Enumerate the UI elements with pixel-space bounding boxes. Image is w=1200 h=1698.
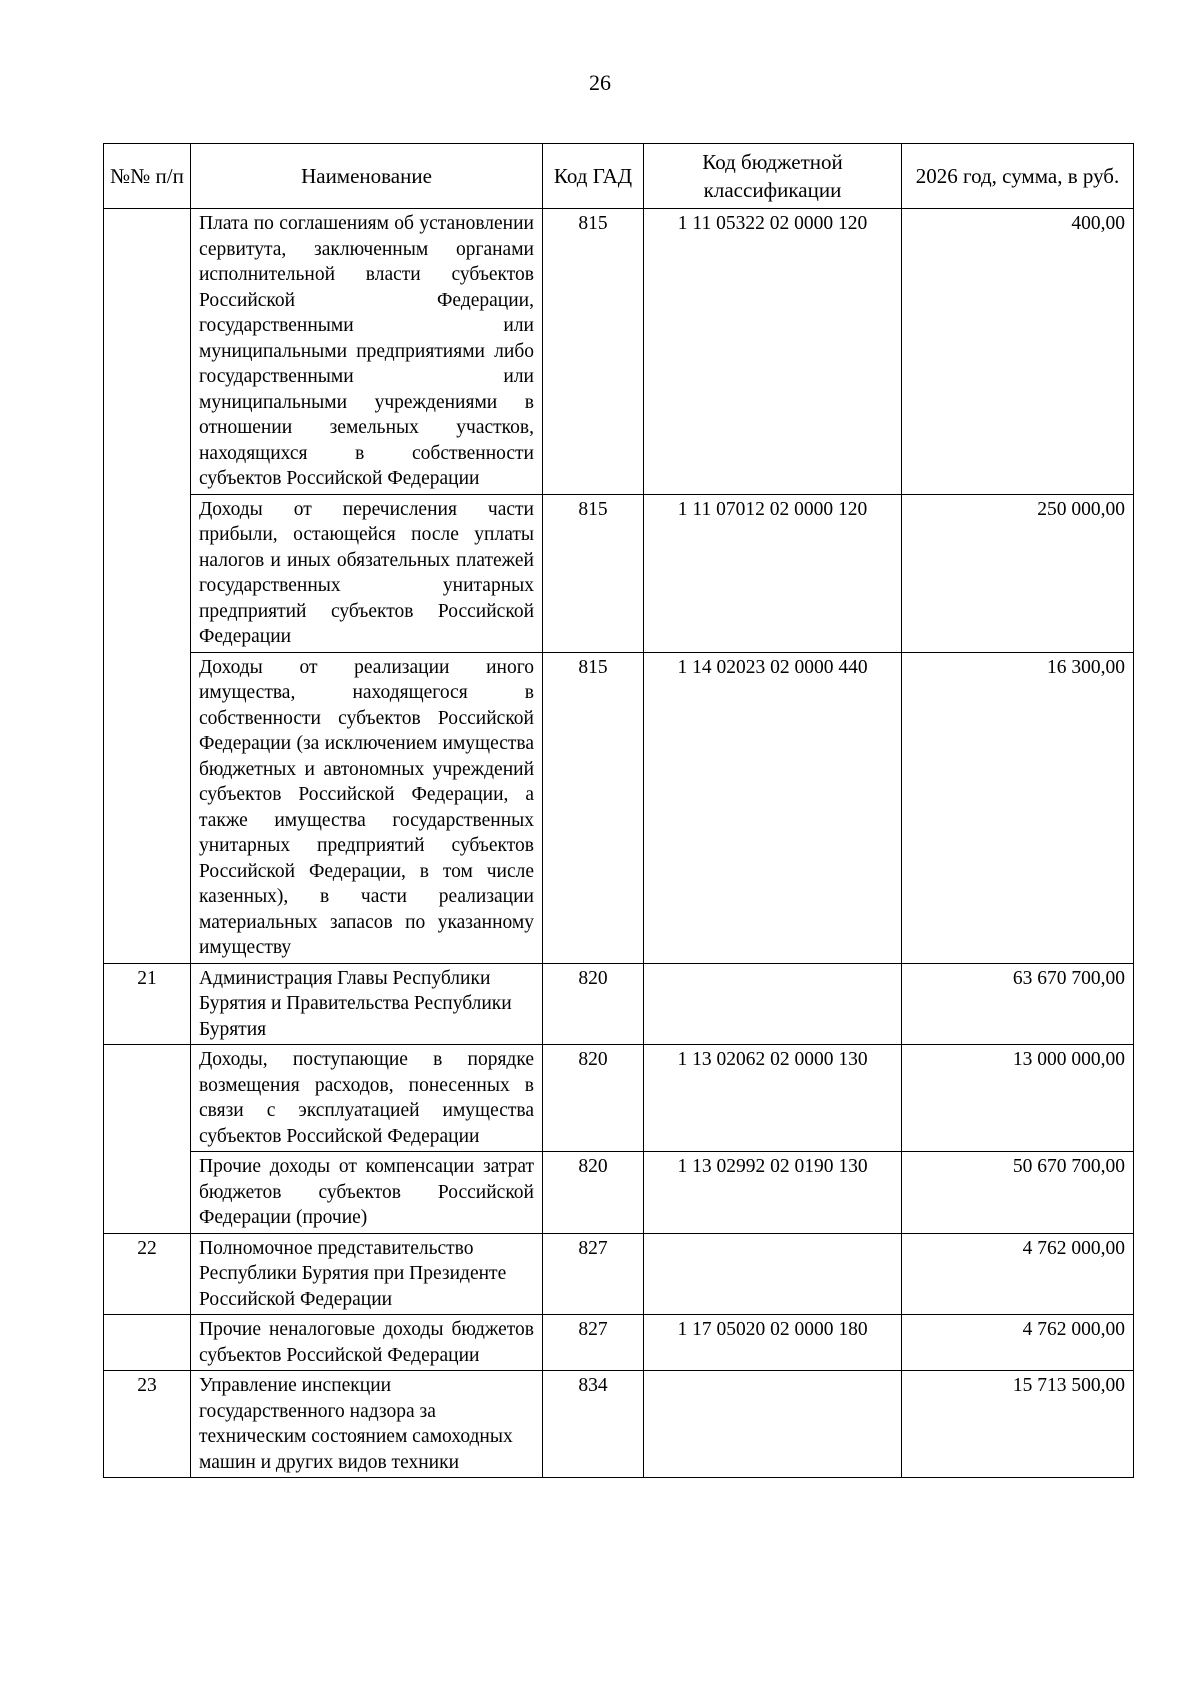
row-kbk [644,1371,902,1478]
row-kbk [644,1233,902,1315]
row-num [104,494,191,652]
row-kbk: 1 14 02023 02 0000 440 [644,652,902,963]
row-sum: 13 000 000,00 [902,1045,1134,1152]
row-name: Доходы, поступающие в порядке возмещения расходов, понесенных в связи с эксплуатацией имущества субъектов Российской Федерации [191,1045,543,1152]
table-row [104,1315,1134,1371]
row-name: Плата по соглашениям об установлении сервитута, заключенным органами исполнительной власти субъектов Российской Федерации, государственными или муниципальными предприятиями либо государственными или муниципальными учреждениями в отношении земельных участков, находящихся в собственности субъектов Российской Федерации [191,209,543,495]
row-sum: 250 000,00 [902,494,1134,652]
row-gad: 834 [543,1371,644,1478]
row-sum: 16 300,00 [902,652,1134,963]
table-row [104,963,1134,1045]
row-gad: 827 [543,1233,644,1315]
table-row [104,1233,1134,1315]
row-gad: 820 [543,1045,644,1152]
row-num: 23 [104,1371,191,1478]
row-gad: 820 [543,963,644,1045]
header-kbk: Код бюджетной классификации [644,144,902,209]
row-name: Администрация Главы Республики Бурятия и Правительства Республики Бурятия [191,963,543,1045]
row-kbk: 1 17 05020 02 0000 180 [644,1315,902,1371]
row-name: Прочие доходы от компенсации затрат бюджетов субъектов Российской Федерации (прочие) [191,1152,543,1234]
table-row [104,1371,1134,1478]
row-kbk [644,963,902,1045]
table-row [104,494,1134,652]
row-name: Прочие неналоговые доходы бюджетов субъектов Российской Федерации [191,1315,543,1371]
row-sum: 50 670 700,00 [902,1152,1134,1234]
row-kbk: 1 11 07012 02 0000 120 [644,494,902,652]
table-header-row [104,144,1134,209]
row-num [104,209,191,495]
page-number: 26 [589,70,611,95]
row-sum: 4 762 000,00 [902,1315,1134,1371]
row-num [104,1045,191,1152]
revenue-table [103,143,1134,1478]
row-kbk: 1 11 05322 02 0000 120 [644,209,902,495]
row-name: Управление инспекции государственного надзора за техническим состоянием самоходных машин и других видов техники [191,1371,543,1478]
header-sum: 2026 год, сумма, в руб. [902,144,1134,209]
row-name: Доходы от реализации иного имущества, находящегося в собственности субъектов Российской Федерации (за исключением имущества бюджетных и автономных учреждений субъектов Российской Федерации, а также имущества государственных унитарных предприятий субъектов Российской Федерации, в том числе казенных), в части реализации материальных запасов по указанному имуществу [191,652,543,963]
row-kbk: 1 13 02992 02 0190 130 [644,1152,902,1234]
header-name: Наименование [191,144,543,209]
row-sum: 4 762 000,00 [902,1233,1134,1315]
row-num [104,1152,191,1234]
table-row [104,1152,1134,1234]
row-gad: 815 [543,494,644,652]
table-row [104,652,1134,963]
row-num [104,652,191,963]
header-gad: Код ГАД [543,144,644,209]
header-num: №№ п/п [104,144,191,209]
row-num: 22 [104,1233,191,1315]
row-gad: 815 [543,652,644,963]
row-num: 21 [104,963,191,1045]
row-name: Доходы от перечисления части прибыли, остающейся после уплаты налогов и иных обязательных платежей государственных унитарных предприятий субъектов Российской Федерации [191,494,543,652]
row-gad: 815 [543,209,644,495]
row-num [104,1315,191,1371]
row-kbk: 1 13 02062 02 0000 130 [644,1045,902,1152]
row-gad: 820 [543,1152,644,1234]
row-sum: 63 670 700,00 [902,963,1134,1045]
table-row [104,209,1134,495]
row-gad: 827 [543,1315,644,1371]
row-sum: 15 713 500,00 [902,1371,1134,1478]
table-row [104,1045,1134,1152]
row-sum: 400,00 [902,209,1134,495]
row-name: Полномочное представительство Республики Бурятия при Президенте Российской Федерации [191,1233,543,1315]
